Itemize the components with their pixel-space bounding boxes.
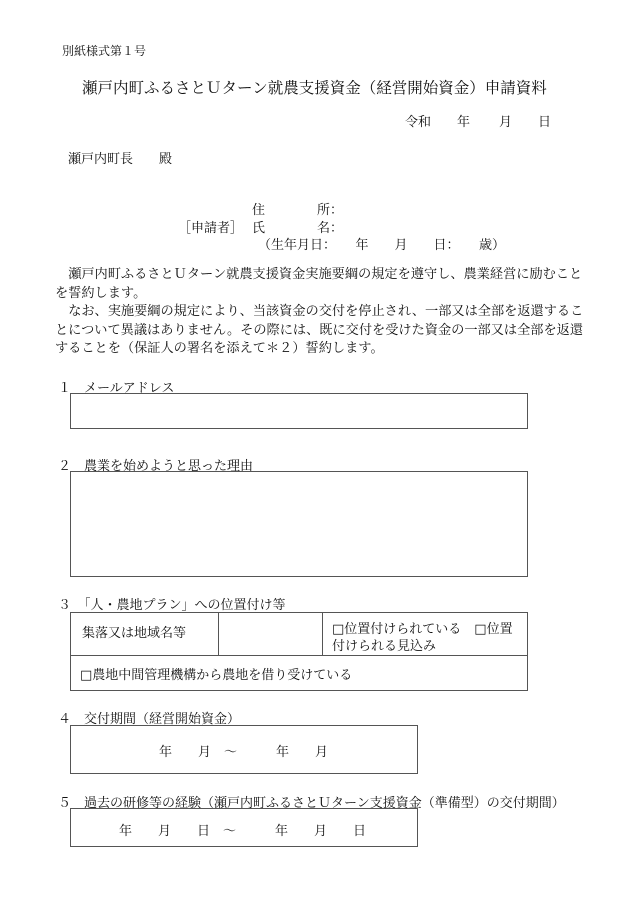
table-divider — [71, 655, 527, 656]
section-3-label: ３ 「人・農地プラン」への位置付け等 — [58, 598, 286, 613]
date-year: 年 — [457, 115, 471, 130]
section-1-label: １ メールアドレス — [58, 381, 175, 396]
training-period-field[interactable] — [70, 808, 418, 847]
form-number: 別紙様式第１号 — [62, 44, 147, 58]
pledge-paragraph-2: なお、実施要綱の規定により、当該資金の交付を停止され、一部又は全部を返還することについて異議はありません。その際には、既に交付を受けた資金の一部又は全部を返還することを（保証人の署名を添えて＊２）誓約します。 — [55, 304, 584, 356]
plan-position-checkboxes[interactable]: □位置付けられている □位置付けられる見込み — [332, 622, 513, 654]
grant-period-text: 年 月 ～ 年 月 — [159, 745, 329, 760]
applicant-label: ［申請者］ — [178, 221, 244, 236]
reason-field[interactable] — [70, 471, 528, 577]
grant-period-field[interactable] — [70, 725, 418, 774]
applicant-birthdate: （生年月日： 年 月 日： 歳） — [258, 238, 506, 253]
section-5-label: ５ 過去の研修等の経験（瀬戸内町ふるさとＵターン支援資金（準備型）の交付期間） — [58, 796, 565, 811]
date-month: 月 — [499, 115, 513, 130]
plan-table — [70, 612, 528, 691]
email-field[interactable] — [70, 393, 528, 429]
table-divider — [322, 613, 323, 655]
training-period-text: 年 月 日 ～ 年 月 日 — [119, 824, 367, 839]
section-2-label: ２ 農業を始めようと思った理由 — [58, 459, 254, 474]
applicant-address-label: 住 所： — [252, 203, 344, 218]
table-divider — [218, 613, 219, 655]
area-name-field[interactable] — [220, 614, 321, 654]
area-name-label: 集落又は地域名等 — [82, 626, 187, 641]
date-era: 令和 — [405, 115, 432, 130]
pledge-paragraph-1: 瀬戸内町ふるさとＵターン就農支援資金実施要綱の規定を遵守し、農業経営に励むことを誓約します。 — [55, 267, 583, 301]
addressee: 瀬戸内町長 殿 — [68, 152, 173, 167]
date-day: 日 — [538, 115, 552, 130]
section-4-label: ４ 交付期間（経営開始資金） — [58, 712, 241, 727]
farmland-lease-checkbox[interactable]: □農地中間管理機構から農地を借り受けている — [80, 668, 353, 683]
pledge-text — [55, 266, 585, 359]
form-title: 瀬戸内町ふるさとＵターン就農支援資金（経営開始資金）申請資料 — [82, 79, 547, 97]
applicant-name-label: 氏 名： — [252, 221, 344, 236]
